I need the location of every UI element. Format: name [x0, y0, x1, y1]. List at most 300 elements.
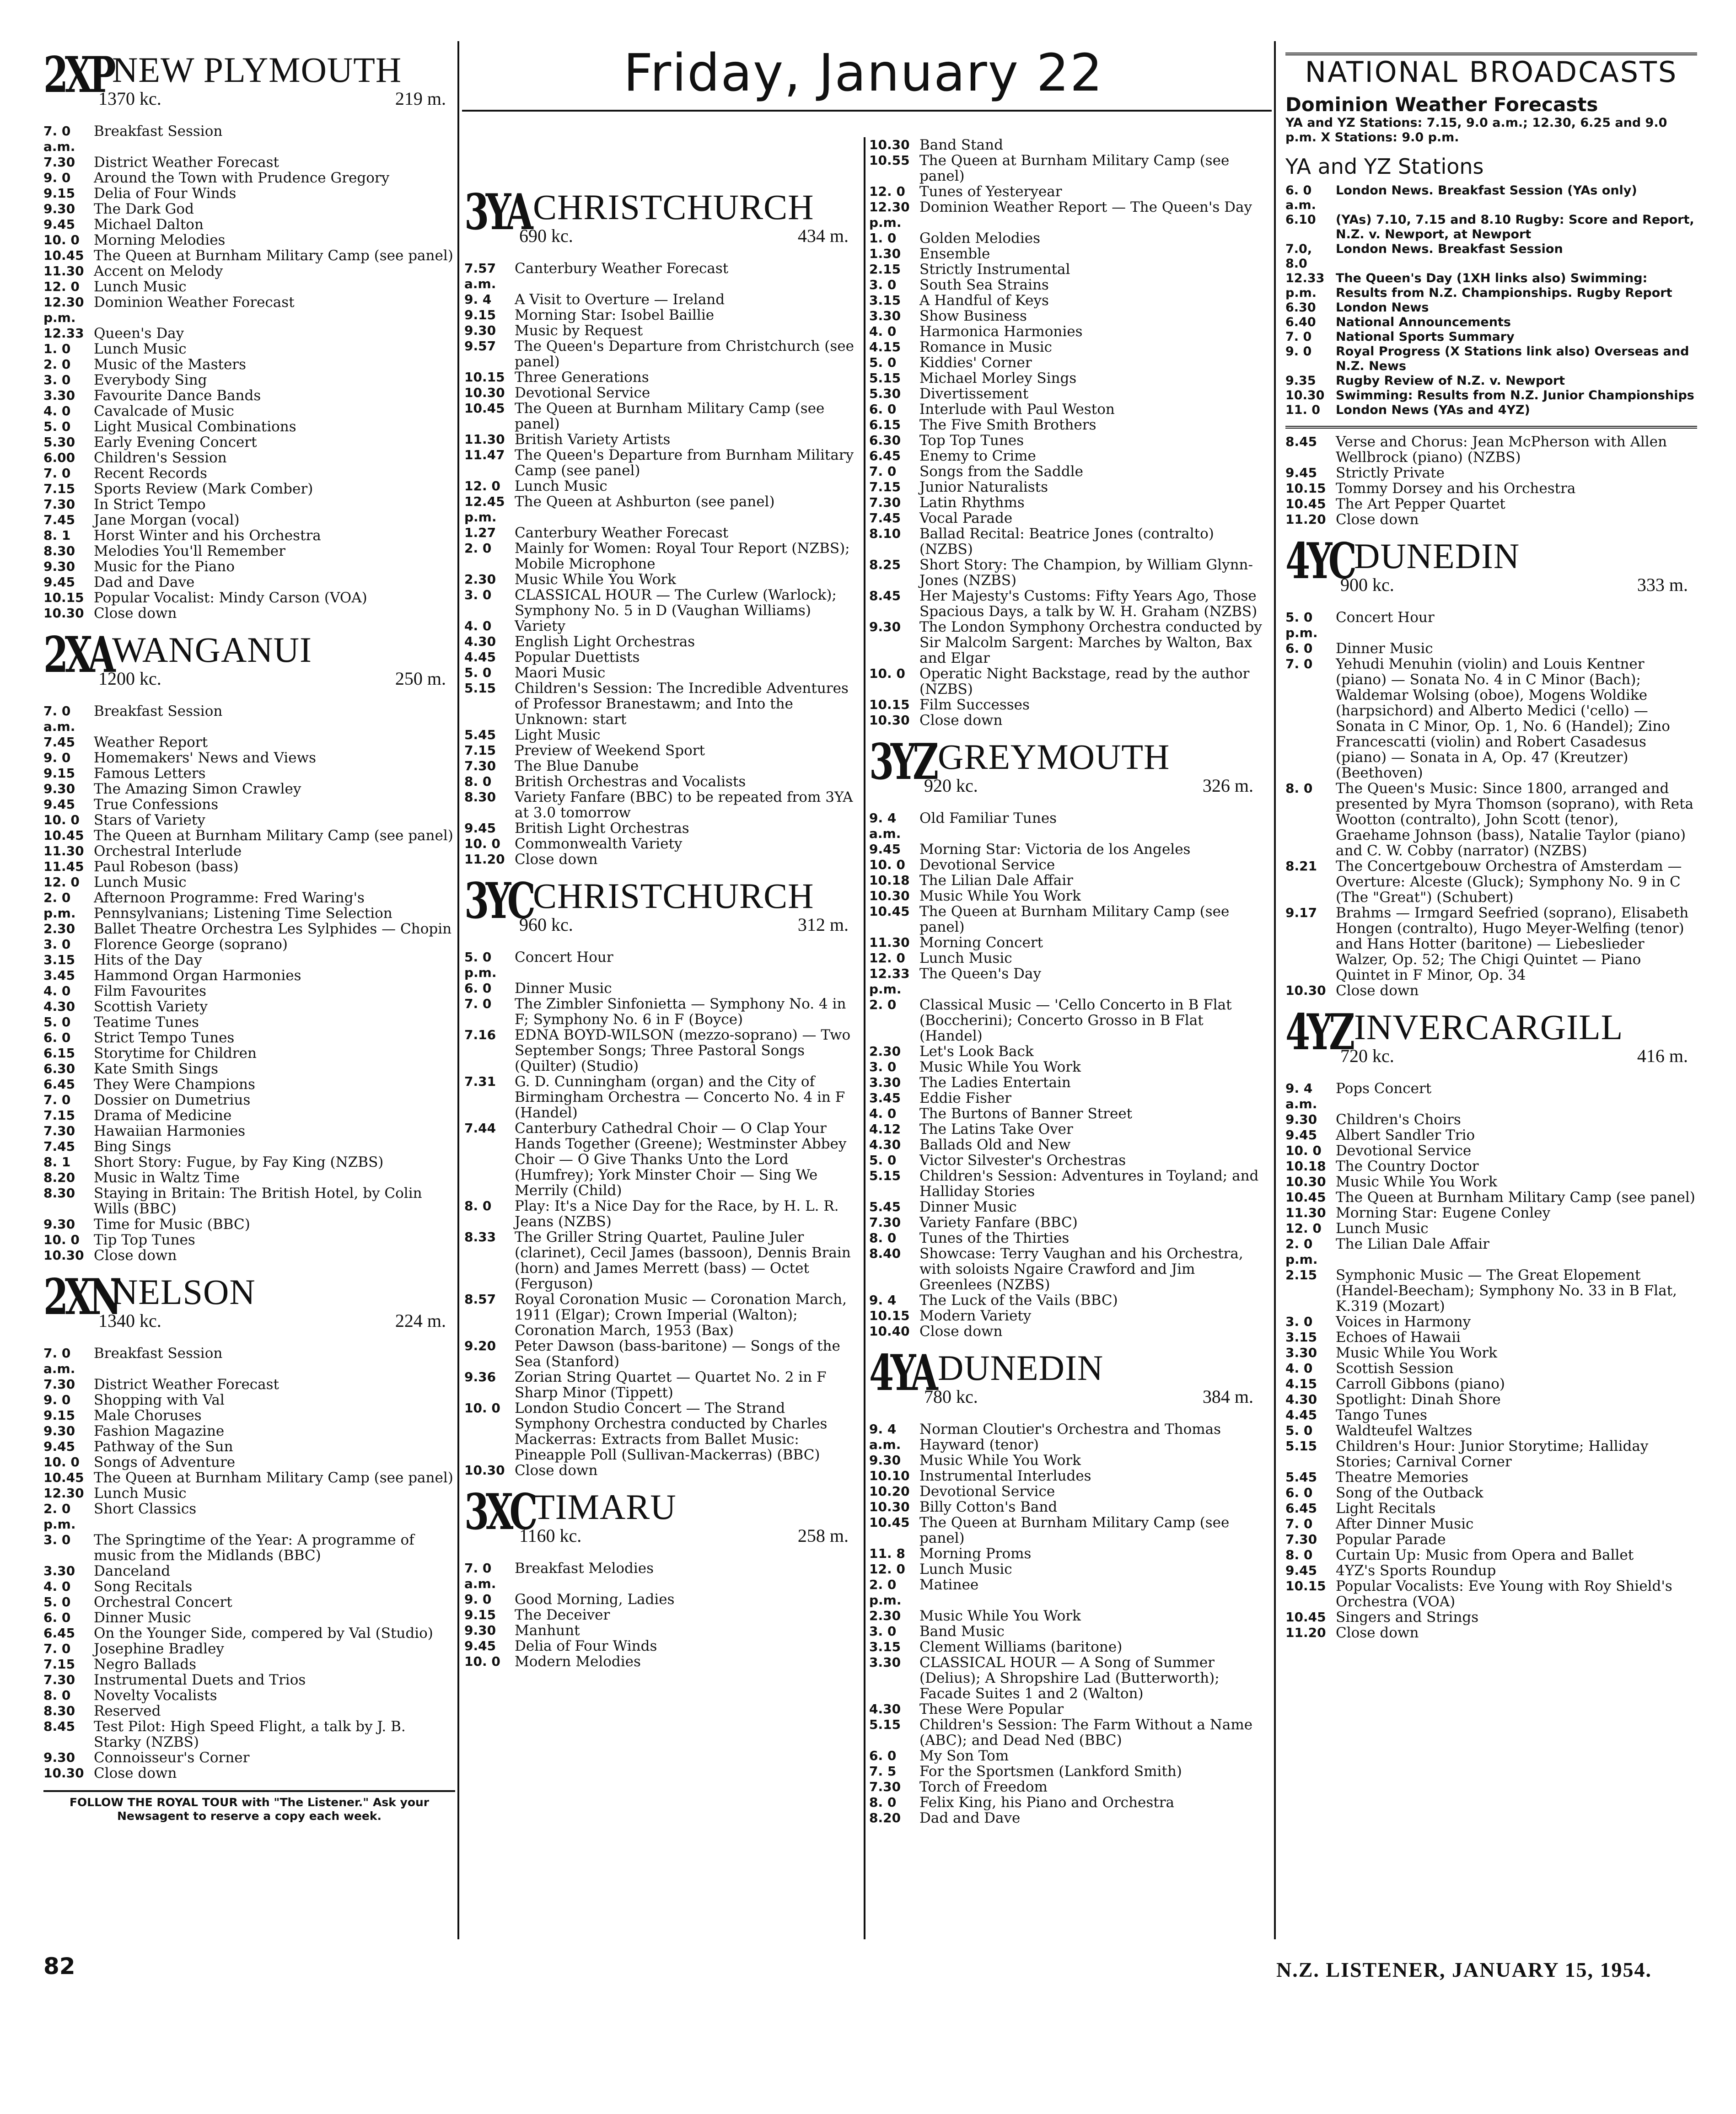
entry-programme: The Queen's Day [919, 966, 1042, 982]
call-sign: 4YA [869, 1344, 935, 1402]
entry-programme: Music by Request [515, 322, 643, 339]
entry-programme: Paul Robeson (bass) [94, 858, 239, 875]
schedule-entry [869, 935, 1263, 950]
schedule-entry [43, 1657, 455, 1672]
schedule-entry [43, 263, 455, 279]
call-sign: 2XA [43, 626, 113, 684]
schedule-entry [464, 1198, 858, 1229]
schedule-entry [464, 836, 858, 852]
schedule-entry [869, 1499, 1263, 1515]
entry-time: 4.45 [1285, 1407, 1317, 1422]
schedule-entry [869, 1810, 1263, 1826]
entry-time: 10.45 [869, 904, 910, 919]
entry-programme: Sports Review (Mark Comber) [94, 481, 313, 497]
publication-line: N.Z. LISTENER, JANUARY 15, 1954. [1276, 1958, 1652, 1981]
entry-time: 2.30 [43, 921, 75, 936]
schedule-entry [464, 1229, 858, 1292]
entry-programme: Royal Progress (X Stations link also) Overseas and N.Z. News [1336, 344, 1689, 373]
schedule-entry [43, 843, 455, 859]
entry-programme: The Queen at Burnham Military Camp (see panel) [515, 400, 825, 432]
entry-programme: Close down [94, 605, 177, 622]
entry-time: 10.15 [869, 697, 910, 712]
entry-time: 7.30 [869, 495, 901, 510]
entry-programme: Michael Dalton [94, 216, 204, 233]
entry-programme: National Sports Summary [1336, 330, 1515, 344]
entry-programme: Scottish Session [1336, 1360, 1454, 1377]
entry-time: 7.0, 8.0 [1285, 242, 1312, 271]
schedule-entry [869, 1422, 1263, 1453]
entry-time: 9.30 [43, 1217, 75, 1232]
entry-programme: Lunch Music [919, 950, 1012, 966]
entry-time: 11.30 [43, 843, 84, 858]
schedule-entry [869, 526, 1263, 557]
schedule-entry [464, 478, 858, 494]
entry-time: 3. 0 [869, 1059, 897, 1074]
entry-programme: Strictly Private [1336, 465, 1445, 481]
entry-programme: British Variety Artists [515, 431, 671, 448]
entry-programme: Morning Star: Isobel Baillie [515, 307, 715, 323]
entry-programme: Drama of Medicine [94, 1107, 232, 1124]
entry-time: 3.15 [869, 1639, 901, 1654]
entry-time: 1.27 [464, 525, 496, 540]
wavelength: 416 m. [1637, 1046, 1688, 1066]
entry-programme: Songs from the Saddle [919, 463, 1083, 480]
schedule-entry [43, 1610, 455, 1626]
schedule-entry [43, 1408, 455, 1423]
schedule-entry [464, 432, 858, 447]
schedule-entry [43, 735, 455, 750]
schedule-entry [464, 1074, 858, 1121]
entry-time: 12.30 [43, 1486, 84, 1501]
entry-time: 8. 1 [43, 1154, 71, 1170]
entry-programme: Short Classics [94, 1501, 197, 1517]
entry-time: 3.15 [1285, 1330, 1317, 1345]
entry-time: 10.45 [43, 1470, 84, 1485]
entry-time: 8. 0 [1285, 781, 1313, 796]
entry-time: 2. 0 p.m. [43, 1501, 76, 1532]
entry-programme: Modern Variety [919, 1308, 1032, 1324]
entry-programme: South Sea Strains [919, 277, 1049, 293]
schedule-entry [464, 1027, 858, 1074]
schedule-entry [43, 1563, 455, 1579]
entry-time: 9. 0 [464, 1592, 492, 1607]
schedule-entry [43, 1672, 455, 1688]
schedule-entry [869, 1075, 1263, 1090]
schedule-entry [869, 666, 1263, 697]
entry-programme: Dinner Music [1336, 640, 1433, 657]
schedule-entry [43, 186, 455, 201]
schedule-entry [43, 326, 455, 341]
entry-programme: Showcase: Terry Vaughan and his Orchestra, with soloists Ngaire Crawford and Jim Greenlees (NZBS) [919, 1245, 1243, 1293]
entry-time: 9.45 [43, 1439, 75, 1454]
schedule-entry [1285, 1361, 1697, 1376]
entry-programme: Lunch Music [515, 478, 607, 494]
schedule-entry [869, 950, 1263, 966]
schedule-entry [1285, 465, 1697, 481]
entry-programme: Fashion Magazine [94, 1423, 225, 1439]
entry-programme: London News. Breakfast Session [1336, 242, 1563, 256]
column-rule [864, 137, 865, 1939]
entry-programme: Brahms — Irmgard Seefried (soprano), Elisabeth Hongen (contralto), Hugo Meyer-Welfing (tenor) and Hans Hotter (baritone) — Liebeslieder Walzer, Op. 52; The Chigi Quintet — Piano Quintet in F Minor, Op. 34 [1336, 905, 1689, 983]
schedule-entry [464, 385, 858, 401]
entry-programme: Classical Music — 'Cello Concerto in B Flat (Boccherini); Concerto Grosso in B Flat (Handel) [919, 997, 1232, 1044]
frequency: 690 kc. [519, 225, 573, 246]
entry-programme: Felix King, his Piano and Orchestra [919, 1794, 1175, 1811]
entry-time: 2. 0 p.m. [1285, 1236, 1318, 1267]
schedule-entry [869, 588, 1263, 619]
entry-time: 7. 0 [1285, 1516, 1313, 1531]
entry-programme: Top Top Tunes [919, 432, 1024, 449]
entry-time: 12.33 p.m. [1285, 271, 1325, 300]
schedule-entry [869, 417, 1263, 433]
entry-time: 10.15 [464, 370, 505, 385]
entry-programme: Accent on Melody [94, 263, 223, 279]
entry-programme: Rugby Review of N.Z. v. Newport [1336, 374, 1565, 388]
schedule-entry [43, 1139, 455, 1154]
entry-time: 9.15 [43, 1408, 75, 1423]
entry-programme: Music While You Work [919, 1608, 1081, 1624]
entry-programme: Negro Ballads [94, 1656, 196, 1673]
entry-time: 5. 0 p.m. [1285, 610, 1318, 640]
entry-time: 10. 0 [464, 836, 500, 851]
entry-time: 11.47 [464, 447, 505, 462]
entry-time: 9. 0 [43, 750, 71, 765]
entry-time: 6.45 [43, 1626, 75, 1641]
entry-time: 6.30 [1285, 300, 1316, 315]
schedule-entry [869, 1577, 1263, 1608]
station-header-2xp [43, 46, 455, 119]
schedule-entry [869, 277, 1263, 293]
entry-programme: Early Evening Concert [94, 434, 257, 451]
schedule-entry [869, 339, 1263, 355]
entry-time: 9.36 [464, 1369, 496, 1384]
entry-programme: Golden Melodies [919, 230, 1041, 247]
schedule-entry [1285, 1501, 1697, 1516]
entry-time: 4.30 [464, 634, 496, 649]
entry-time: 9.15 [43, 186, 75, 201]
schedule-entry [43, 606, 455, 621]
entry-time: 7.45 [43, 512, 75, 527]
entry-time: 6. 0 [464, 981, 492, 996]
schedule-entry [869, 246, 1263, 262]
schedule-entry [43, 1346, 455, 1377]
entry-time: 12. 0 [43, 875, 80, 890]
schedule-entry [1285, 481, 1697, 496]
schedule-entry [1285, 1174, 1697, 1190]
schedule-entry [869, 1090, 1263, 1106]
wavelength: 250 m. [395, 668, 446, 689]
schedule-entry [464, 774, 858, 789]
schedule-entry [1285, 271, 1697, 300]
schedule-entry [1285, 344, 1697, 374]
schedule-entry [869, 479, 1263, 495]
entry-time: 9.30 [43, 201, 75, 216]
entry-time: 10.30 [869, 137, 910, 152]
schedule-entry [464, 370, 858, 385]
entry-time: 8. 0 [869, 1230, 897, 1245]
entry-programme: CLASSICAL HOUR — The Curlew (Warlock); Symphony No. 5 in D (Vaughan Williams) [515, 587, 837, 619]
entry-programme: Children's Hour: Junior Storytime; Halliday Stories; Carnival Corner [1336, 1438, 1649, 1470]
entry-time: 10.30 [1285, 983, 1326, 998]
schedule-entry [1285, 512, 1697, 527]
entry-programme: The Queen's Day (1XH links also) Swimming: Results from N.Z. Championships. Rugby Report [1336, 271, 1672, 300]
station-header-3ya [464, 183, 858, 256]
schedule-entry [464, 1592, 858, 1607]
schedule-entry [869, 153, 1263, 184]
entry-time: 9.45 [464, 821, 496, 836]
entry-programme: In Strict Tempo [94, 496, 206, 513]
schedule-entry [1285, 1470, 1697, 1485]
entry-time: 7.30 [43, 497, 75, 512]
schedule-entry [43, 921, 455, 937]
schedule-entry [1285, 656, 1697, 781]
entry-time: 2.15 [1285, 1267, 1317, 1282]
entry-programme: Music for the Piano [94, 558, 235, 575]
entry-time: 5.15 [869, 1168, 901, 1183]
entry-programme: Shopping with Val [94, 1392, 225, 1408]
entry-programme: The Lilian Dale Affair [919, 872, 1074, 889]
entry-programme: National Announcements [1336, 315, 1511, 329]
entry-programme: Stars of Variety [94, 812, 205, 828]
schedule-entry [464, 852, 858, 867]
entry-programme: Music in Waltz Time [94, 1170, 240, 1186]
schedule-entry [464, 307, 858, 323]
schedule-entry [43, 1061, 455, 1077]
entry-programme: Orchestral Interlude [94, 843, 242, 859]
entry-programme: Children's Session: The Farm Without a Name (ABC); and Dead Ned (BBC) [919, 1717, 1253, 1749]
schedule-entry [43, 232, 455, 248]
entry-programme: The Queen at Ashburton (see panel) [515, 494, 775, 510]
frequency: 1160 kc. [519, 1525, 582, 1546]
schedule-entry [1285, 1392, 1697, 1407]
entry-programme: Pops Concert [1336, 1080, 1432, 1097]
entry-time: 4.30 [869, 1137, 901, 1152]
entry-programme: My Son Tom [919, 1748, 1009, 1764]
schedule-list [464, 950, 858, 1478]
entry-programme: Preview of Weekend Sport [515, 742, 705, 759]
entry-time: 11.30 [1285, 1205, 1326, 1220]
entry-time: 9.15 [464, 1607, 496, 1622]
station-header-4yc [1285, 532, 1697, 605]
station-name: GREYMOUTH [938, 737, 1170, 777]
royal-tour-note: FOLLOW THE ROYAL TOUR with "The Listener." Ask your Newsagent to reserve a copy each week. [43, 1790, 455, 1823]
entry-programme: Breakfast Session [94, 123, 223, 140]
entry-programme: Close down [1336, 1625, 1419, 1641]
entry-time: 10.55 [869, 153, 910, 168]
entry-programme: True Confessions [94, 796, 219, 813]
entry-time: 9. 0 [43, 1392, 71, 1407]
station-header-2xa [43, 626, 455, 699]
schedule-entry [43, 388, 455, 403]
schedule-entry [464, 1638, 858, 1654]
schedule-entry [869, 370, 1263, 386]
entry-time: 4.30 [1285, 1392, 1317, 1407]
schedule-list [1285, 434, 1697, 527]
entry-time: 11. 8 [869, 1546, 905, 1561]
entry-programme: Music While You Work [515, 571, 676, 588]
entry-time: 7. 0 [1285, 656, 1313, 671]
schedule-entry [43, 1594, 455, 1610]
entry-time: 4. 0 [869, 1106, 897, 1121]
entry-time: 9.15 [464, 307, 496, 322]
schedule-entry [869, 697, 1263, 713]
schedule-entry [464, 996, 858, 1027]
schedule-entry [1285, 1314, 1697, 1330]
entry-programme: Popular Parade [1336, 1531, 1446, 1548]
schedule-entry [43, 450, 455, 466]
entry-time: 9.30 [43, 559, 75, 574]
entry-time: 8.20 [869, 1810, 901, 1825]
schedule-entry [43, 875, 455, 890]
entry-time: 5. 0 [1285, 1423, 1313, 1438]
wavelength: 312 m. [797, 914, 849, 935]
entry-time: 7. 0 a.m. [43, 1346, 75, 1376]
entry-programme: Symphonic Music — The Great Elopement (Handel-Beecham); Symphony No. 33 in B Flat, K.319 (Mozart) [1336, 1267, 1677, 1315]
station-name: NELSON [112, 1272, 256, 1312]
entry-time: 10. 0 [1285, 1143, 1322, 1158]
entry-programme: Voices in Harmony [1336, 1314, 1471, 1330]
entry-time: 5.30 [869, 386, 901, 401]
entry-time: 2. 0 p.m. [869, 1577, 902, 1608]
station-header-2xn [43, 1268, 455, 1341]
call-sign: 4YZ [1285, 1003, 1352, 1061]
entry-time: 9.30 [43, 781, 75, 796]
entry-programme: Test Pilot: High Speed Flight, a talk by J. B. Starky (NZBS) [94, 1718, 406, 1750]
entry-programme: Devotional Service [919, 1483, 1055, 1500]
entry-time: 4. 0 [869, 324, 897, 339]
entry-programme: Canterbury Weather Forecast [515, 525, 729, 541]
entry-programme: Short Story: The Champion, by William Glynn-Jones (NZBS) [919, 557, 1253, 589]
entry-programme: Novelty Vocalists [94, 1687, 217, 1704]
entry-programme: Tango Tunes [1336, 1407, 1427, 1423]
entry-time: 7.30 [43, 1123, 75, 1138]
entry-programme: The Art Pepper Quartet [1336, 496, 1505, 512]
entry-programme: Junior Naturalists [919, 479, 1048, 495]
entry-programme: Teatime Tunes [94, 1014, 199, 1030]
schedule-entry [43, 155, 455, 170]
schedule-entry [1285, 1345, 1697, 1361]
entry-programme: Matinee [919, 1577, 979, 1593]
entry-time: 8. 0 [869, 1795, 897, 1810]
entry-programme: District Weather Forecast [94, 154, 279, 171]
entry-programme: Show Business [919, 308, 1027, 324]
entry-programme: Concert Hour [1336, 609, 1435, 626]
schedule-entry [869, 1215, 1263, 1230]
entry-time: 9.17 [1285, 905, 1317, 920]
entry-time: 8.20 [43, 1170, 75, 1185]
schedule-entry [1285, 905, 1697, 983]
schedule-entry [43, 466, 455, 481]
entry-time: 7.15 [43, 1657, 75, 1672]
schedule-entry [869, 1199, 1263, 1215]
entry-time: 3.30 [869, 1655, 901, 1670]
entry-programme: Albert Sandler Trio [1336, 1127, 1475, 1143]
entry-programme: Morning Star: Victoria de los Angeles [919, 841, 1191, 858]
schedule-entry [869, 386, 1263, 402]
entry-time: 7.30 [869, 1779, 901, 1794]
entry-time: 4. 0 [43, 983, 71, 998]
schedule-entry [869, 966, 1263, 997]
schedule-entry [1285, 403, 1697, 418]
entry-programme: (YAs) 7.10, 7.15 and 8.10 Rugby: Score and Report, N.Z. v. Newport, at Newport [1336, 213, 1694, 241]
schedule-entry [869, 448, 1263, 464]
entry-time: 11.20 [1285, 512, 1326, 527]
schedule-entry [43, 1217, 455, 1232]
schedule-entry [43, 797, 455, 812]
entry-time: 10.30 [869, 888, 910, 903]
entry-programme: Dad and Dave [94, 574, 195, 590]
schedule-entry [464, 292, 858, 307]
entry-time: 6. 0 [1285, 1485, 1313, 1500]
entry-time: 11.30 [869, 935, 910, 950]
entry-time: 6. 0 [1285, 641, 1313, 656]
schedule-entry [464, 1121, 858, 1198]
schedule-entry [1285, 1236, 1697, 1267]
entry-programme: The Springtime of the Year: A programme of music from the Midlands (BBC) [94, 1532, 414, 1564]
entry-time: 12. 0 [1285, 1221, 1322, 1236]
entry-time: 2.30 [869, 1044, 901, 1059]
schedule-entry [1285, 388, 1697, 403]
schedule-entry [43, 968, 455, 983]
entry-programme: 4YZ's Sports Roundup [1336, 1562, 1496, 1579]
schedule-entry [464, 494, 858, 525]
schedule-entry [43, 123, 455, 155]
entry-time: 2. 0 [464, 541, 492, 556]
entry-time: 3. 0 [43, 372, 71, 387]
entry-time: 10.18 [869, 873, 910, 888]
entry-time: 3.30 [869, 1075, 901, 1090]
entry-programme: The Five Smith Brothers [919, 417, 1096, 433]
schedule-entry [869, 1230, 1263, 1246]
entry-programme: Maori Music [515, 665, 606, 681]
entry-time: 7. 0 [464, 996, 492, 1011]
entry-programme: Dinner Music [515, 980, 612, 997]
entry-programme: Norman Cloutier's Orchestra and Thomas Hayward (tenor) [919, 1421, 1221, 1453]
entry-time: 1. 0 [869, 231, 897, 246]
schedule-entry [869, 199, 1263, 231]
entry-programme: The Country Doctor [1336, 1158, 1479, 1175]
national-list [1285, 183, 1697, 418]
schedule-entry [1285, 1516, 1697, 1532]
entry-programme: Bing Sings [94, 1138, 172, 1155]
call-sign: 2XP [43, 46, 113, 104]
entry-time: 10.15 [43, 590, 84, 605]
schedule-entry [43, 1501, 455, 1532]
entry-programme: Tunes of the Thirties [919, 1230, 1070, 1246]
schedule-list [464, 261, 858, 867]
entry-programme: Peter Dawson (bass-baritone) — Songs of the Sea (Stanford) [515, 1338, 840, 1370]
schedule-entry [869, 888, 1263, 904]
entry-time: 9. 4 [464, 292, 492, 307]
station-name: DUNEDIN [1354, 536, 1520, 576]
wavelength: 333 m. [1637, 574, 1688, 595]
entry-programme: London News (YAs and 4YZ) [1336, 403, 1530, 417]
entry-programme: Curtain Up: Music from Opera and Ballet [1336, 1547, 1634, 1563]
entry-programme: Strictly Instrumental [919, 261, 1070, 278]
schedule-entry [43, 1232, 455, 1248]
entry-programme: Close down [919, 712, 1003, 729]
schedule-entry [43, 1077, 455, 1092]
entry-time: 2.30 [869, 1608, 901, 1623]
entry-time: 8.33 [464, 1229, 496, 1245]
entry-time: 9. 0 [43, 170, 71, 185]
entry-time: 7.30 [43, 1672, 75, 1687]
entry-programme: The Amazing Simon Crawley [94, 781, 301, 797]
entry-time: 12. 0 [869, 1561, 905, 1577]
call-sign: 3YA [464, 183, 530, 241]
entry-time: 12. 0 [869, 950, 905, 966]
schedule-entry [43, 201, 455, 217]
